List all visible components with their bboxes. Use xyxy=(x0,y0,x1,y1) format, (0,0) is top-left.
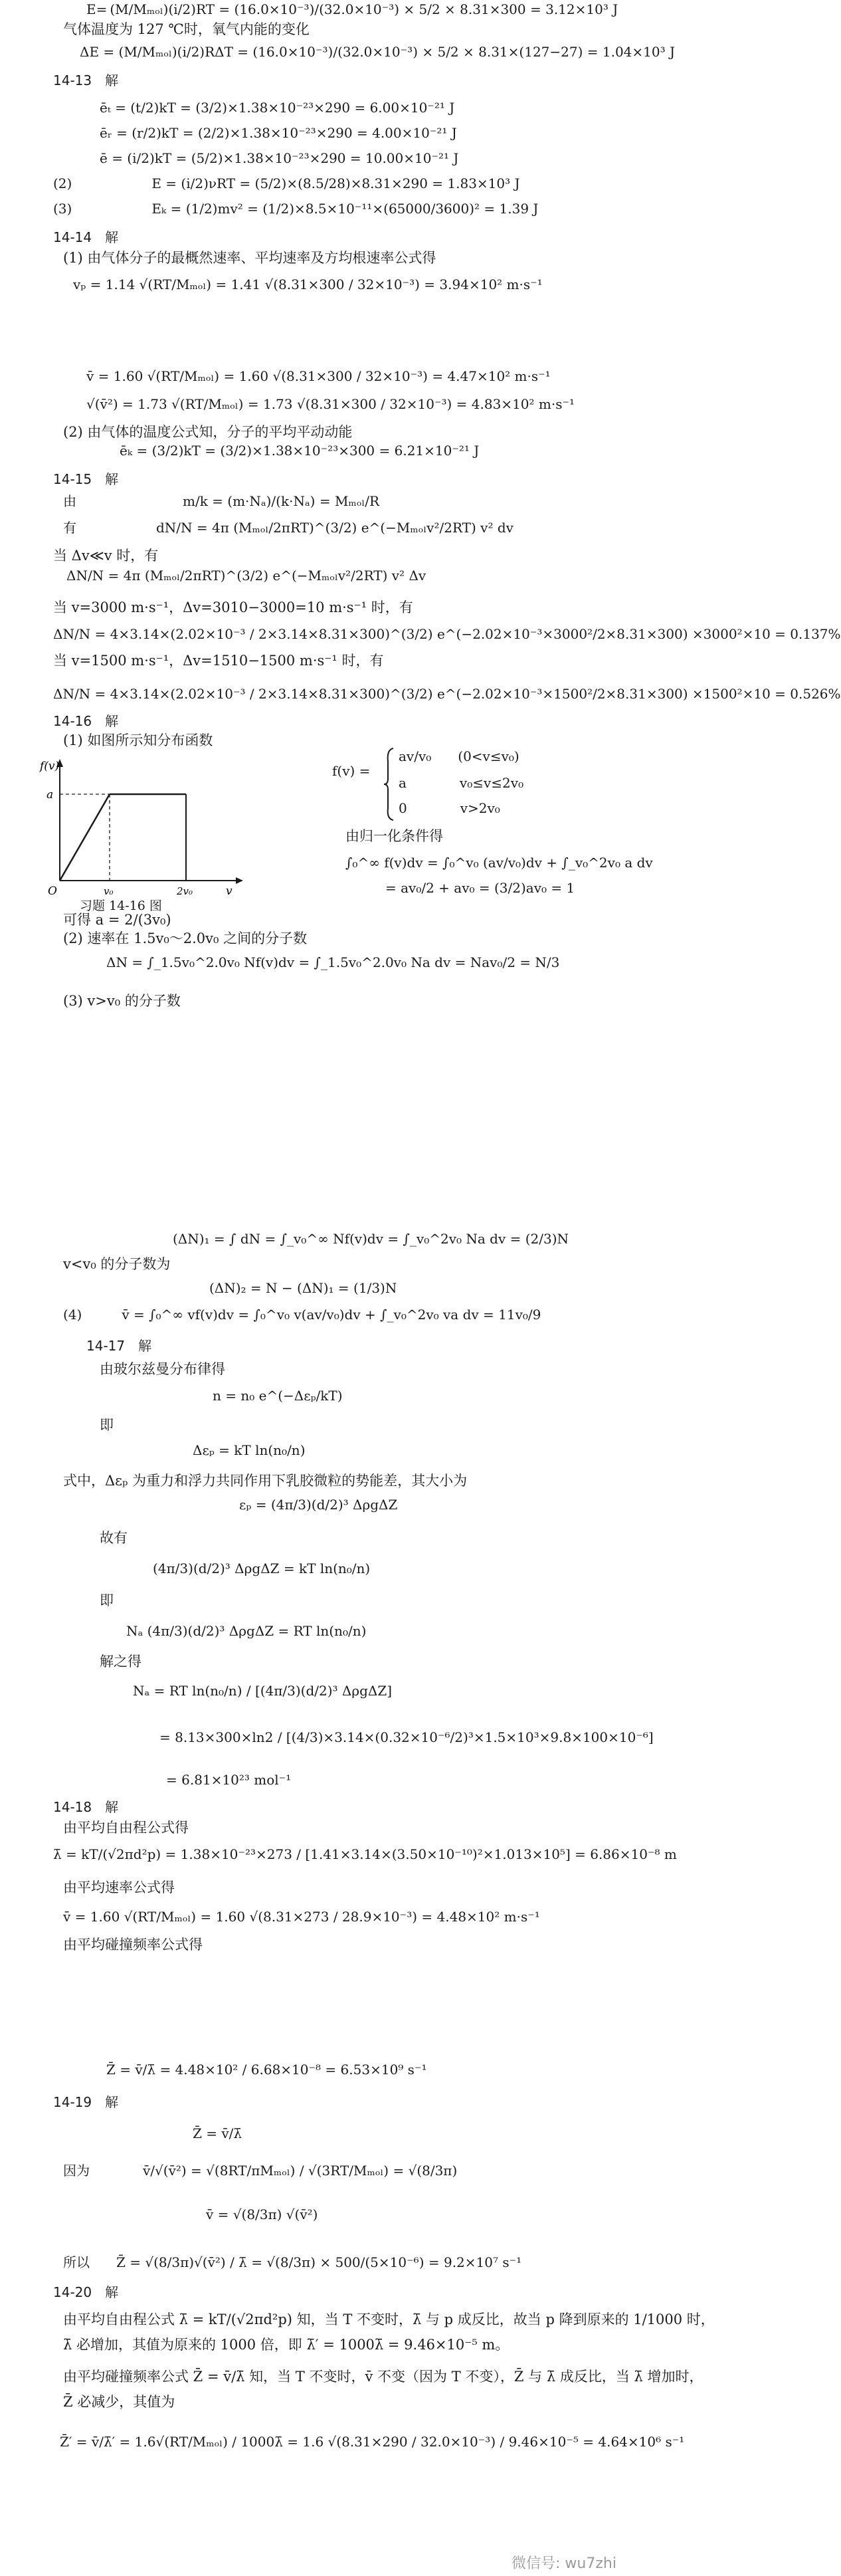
equation-line: Z̄′ = v̄/λ̄′ = 1.6√(RT/Mₘₒₗ) / 1000λ̄ = 1.6 √(8.31×290 / 32.0×10⁻³) / 9.46×10⁻⁵ = 4.64×10⁶ s⁻¹ xyxy=(60,2434,685,2450)
equation-line: v̄ = 1.60 √(RT/Mₘₒₗ) = 1.60 √(8.31×273 / 28.9×10⁻³) = 4.48×10² m·s⁻¹ xyxy=(63,1909,540,1925)
text-line: 由平均自由程公式得 xyxy=(63,1820,189,1836)
text-line: 由平均碰撞频率公式 Z̄ = v̄/λ̄ 知，当 T 不变时，v̄ 不变（因为 T 不变），Z̄ 与 λ̄ 成反比，当 λ̄ 增加时， xyxy=(63,2369,703,2385)
problem-heading: 14-19 解 xyxy=(53,2094,119,2110)
equation-line: Z̄ = v̄/λ̄ xyxy=(193,2125,242,2141)
problem-heading: 14-16 解 xyxy=(53,713,119,729)
x-label: v xyxy=(226,885,233,898)
equation-line: = 6.81×10²³ mol⁻¹ xyxy=(166,1772,292,1788)
text-line: 即 xyxy=(100,1417,114,1433)
text-line: 气体温度为 127 ℃时，氧气内能的变化 xyxy=(63,21,310,37)
equation-line: ēₖ = (3/2)kT = (3/2)×1.38×10⁻²³×300 = 6.21×10⁻²¹ J xyxy=(120,443,480,459)
text-line: v<v₀ 的分子数为 xyxy=(63,1256,171,1272)
normalization-eq-2: = av₀/2 + av₀ = (3/2)av₀ = 1 xyxy=(385,880,575,896)
equation-line: (2) E = (i/2)νRT = (5/2)×(8.5/28)×8.31×290 = 1.83×10³ J xyxy=(53,175,520,191)
ramp-segment xyxy=(60,794,110,881)
text-line: (1) 由气体分子的最概然速率、平均速率及方均根速率公式得 xyxy=(63,250,436,266)
equation-line: (ΔN)₁ = ∫ dN = ∫_v₀^∞ Nf(v)dv = ∫_v₀^2v₀ Na dv = (2/3)N xyxy=(173,1231,569,1247)
a-label: a xyxy=(47,788,54,802)
text-line: (2) 速率在 1.5v₀～2.0v₀ 之间的分子数 xyxy=(63,930,308,946)
equation-line: 所以 Z̄ = √(8/3π)√(v̄²) / λ̄ = √(8/3π) × 500/(5×10⁻⁶) = 9.2×10⁷ s⁻¹ xyxy=(63,2254,522,2270)
equation-line: εₚ = (4π/3)(d/2)³ ΔρgΔZ xyxy=(239,1497,398,1513)
x-axis-arrow xyxy=(236,877,243,884)
distribution-figure xyxy=(27,758,246,917)
text-line: 由平均自由程公式 λ̄ = kT/(√2πd²p) 知，当 T 不变时，λ̄ 与 p 成反比，故当 p 降到原来的 1/1000 时， xyxy=(63,2311,715,2327)
text-line: 解之得 xyxy=(100,1654,141,1669)
equation-line: λ̄ = kT/(√2πd²p) = 1.38×10⁻²³×273 / [1.41×3.14×(3.50×10⁻¹⁰)²×1.013×10⁵] = 6.86×10⁻⁸ m xyxy=(53,1846,677,1862)
equation-line: E= (M/Mₘₒₗ)(i/2)RT = (16.0×10⁻³)/(32.0×10⁻³) × 5/2 × 8.31×300 = 3.12×10³ J xyxy=(86,1,618,17)
equation-line: ΔN/N = 4×3.14×(2.02×10⁻³ / 2×3.14×8.31×300)^(3/2) e^(−2.02×10⁻³×3000²/2×8.31×300) ×3000²×10 = 0.137% xyxy=(53,626,841,642)
piecewise-case-2: a v₀≤v≤2v₀ xyxy=(399,775,524,791)
text-line: 故有 xyxy=(100,1530,128,1546)
text-line: 由平均速率公式得 xyxy=(63,1879,175,1895)
equation-line: 由 m/k = (m·Nₐ)/(k·Nₐ) = Mₘₒₗ/R xyxy=(63,493,380,509)
equation-line: ΔN/N = 4×3.14×(2.02×10⁻³ / 2×3.14×8.31×300)^(3/2) e^(−2.02×10⁻³×1500²/2×8.31×300) ×1500²×10 = 0.526% xyxy=(53,686,841,702)
equation-line: ΔN/N = 4π (Mₘₒₗ/2πRT)^(3/2) e^(−Mₘₒₗv²/2RT) v² Δv xyxy=(66,568,426,584)
piecewise-lhs: f(v) = xyxy=(332,763,371,779)
piecewise-case-3: 0 v>2v₀ xyxy=(399,800,500,816)
equation-line: ΔE = (M/Mₘₒₗ)(i/2)RΔT = (16.0×10⁻³)/(32.0×10⁻³) × 5/2 × 8.31×(127−27) = 1.04×10³ J xyxy=(80,44,676,60)
text-line: (3) v>v₀ 的分子数 xyxy=(63,993,181,1009)
text-line: λ̄ 必增加，其值为原来的 1000 倍，即 λ̄′ = 1000λ̄ = 9.46×10⁻⁵ m。 xyxy=(63,2337,510,2353)
text-line: 当 v=1500 m·s⁻¹，Δv=1510−1500 m·s⁻¹ 时，有 xyxy=(53,653,384,669)
equation-line: √(v̄²) = 1.73 √(RT/Mₘₒₗ) = 1.73 √(8.31×300 / 32×10⁻³) = 4.83×10² m·s⁻¹ xyxy=(86,396,575,412)
equation-line: ē = (i/2)kT = (5/2)×1.38×10⁻²³×290 = 10.00×10⁻²¹ J xyxy=(100,150,459,166)
piecewise-case-1: av/v₀ (0<v≤v₀) xyxy=(399,748,519,764)
text-line: 当 v=3000 m·s⁻¹，Δv=3010−3000=10 m·s⁻¹ 时，有 xyxy=(53,599,413,615)
left-brace xyxy=(383,747,396,821)
equation-line: Z̄ = v̄/λ̄ = 4.48×10² / 6.68×10⁻⁸ = 6.53×10⁹ s⁻¹ xyxy=(106,2062,427,2078)
equation-line: v̄ = √(8/3π) √(v̄²) xyxy=(206,2206,318,2222)
equation-line: Δεₚ = kT ln(n₀/n) xyxy=(193,1442,306,1458)
text-line: 当 Δv≪v 时，有 xyxy=(53,548,159,564)
text-line: Z̄ 必减少，其值为 xyxy=(63,2394,175,2410)
figure-caption: 习题 14-16 图 xyxy=(80,899,162,913)
y-label: f(v) xyxy=(40,760,60,773)
normalization-intro: 由归一化条件得 xyxy=(345,828,443,844)
text-line: 可得 a = 2/(3v₀) xyxy=(63,912,171,928)
equation-line: (ΔN)₂ = N − (ΔN)₁ = (1/3)N xyxy=(209,1280,397,1296)
equation-line: n = n₀ e^(−Δεₚ/kT) xyxy=(213,1388,343,1404)
v0-label: v₀ xyxy=(104,885,114,897)
problem-heading: 14-17 解 xyxy=(86,1338,152,1354)
equation-line: ΔN = ∫_1.5v₀^2.0v₀ Nf(v)dv = ∫_1.5v₀^2.0v₀ Na dv = Nav₀/2 = N/3 xyxy=(106,954,560,970)
equation-line: (3) Eₖ = (1/2)mv² = (1/2)×8.5×10⁻¹¹×(65000/3600)² = 1.39 J xyxy=(53,201,539,217)
normalization-eq-1: ∫₀^∞ f(v)dv = ∫₀^v₀ (av/v₀)dv + ∫_v₀^2v₀ a dv xyxy=(345,855,653,871)
equation-line: 因为 v̄/√(v̄²) = √(8RT/πMₘₒₗ) / √(3RT/Mₘₒₗ) = √(8/3π) xyxy=(63,2163,458,2179)
equation-line: Nₐ = RT ln(n₀/n) / [(4π/3)(d/2)³ ΔρgΔZ] xyxy=(133,1683,393,1699)
equation-line: Nₐ (4π/3)(d/2)³ ΔρgΔZ = RT ln(n₀/n) xyxy=(126,1623,367,1639)
watermark: 微信号: wu7zhi xyxy=(512,2555,616,2572)
problem-heading: 14-13 解 xyxy=(53,72,119,88)
equation-line: ēₜ = (t/2)kT = (3/2)×1.38×10⁻²³×290 = 6.00×10⁻²¹ J xyxy=(100,100,455,116)
text-line: 由玻尔兹曼分布律得 xyxy=(100,1361,225,1377)
problem-heading: 14-18 解 xyxy=(53,1799,119,1815)
equation-line: vₚ = 1.14 √(RT/Mₘₒₗ) = 1.41 √(8.31×300 / 32×10⁻³) = 3.94×10² m·s⁻¹ xyxy=(73,276,543,292)
problem-heading: 14-14 解 xyxy=(53,229,119,245)
text-line: 式中，Δεₚ 为重力和浮力共同作用下乳胶微粒的势能差，其大小为 xyxy=(63,1473,468,1489)
problem-heading: 14-15 解 xyxy=(53,471,119,487)
problem-heading: 14-20 解 xyxy=(53,2284,119,2300)
equation-line: (4π/3)(d/2)³ ΔρgΔZ = kT ln(n₀/n) xyxy=(153,1560,371,1576)
text-line: 即 xyxy=(100,1592,114,1608)
text-line: (1) 如图所示知分布函数 xyxy=(63,732,213,748)
equation-line: 有 dN/N = 4π (Mₘₒₗ/2πRT)^(3/2) e^(−Mₘₒₗv²/2RT) v² dv xyxy=(63,520,514,536)
equation-line: (4) v̄ = ∫₀^∞ vf(v)dv = ∫₀^v₀ v(av/v₀)dv + ∫_v₀^2v₀ va dv = 11v₀/9 xyxy=(63,1307,541,1323)
equation-line: ēᵣ = (r/2)kT = (2/2)×1.38×10⁻²³×290 = 4.00×10⁻²¹ J xyxy=(100,125,457,141)
2v0-label: 2v₀ xyxy=(177,885,193,897)
text-line: 由平均碰撞频率公式得 xyxy=(63,1937,203,1953)
equation-line: v̄ = 1.60 √(RT/Mₘₒₗ) = 1.60 √(8.31×300 / 32×10⁻³) = 4.47×10² m·s⁻¹ xyxy=(86,368,551,384)
equation-line: = 8.13×300×ln2 / [(4/3)×3.14×(0.32×10⁻⁶/2)³×1.5×10³×9.8×100×10⁻⁶] xyxy=(159,1729,654,1745)
text-line: (2) 由气体的温度公式知，分子的平均平动动能 xyxy=(63,424,353,440)
origin-label: O xyxy=(48,885,57,898)
